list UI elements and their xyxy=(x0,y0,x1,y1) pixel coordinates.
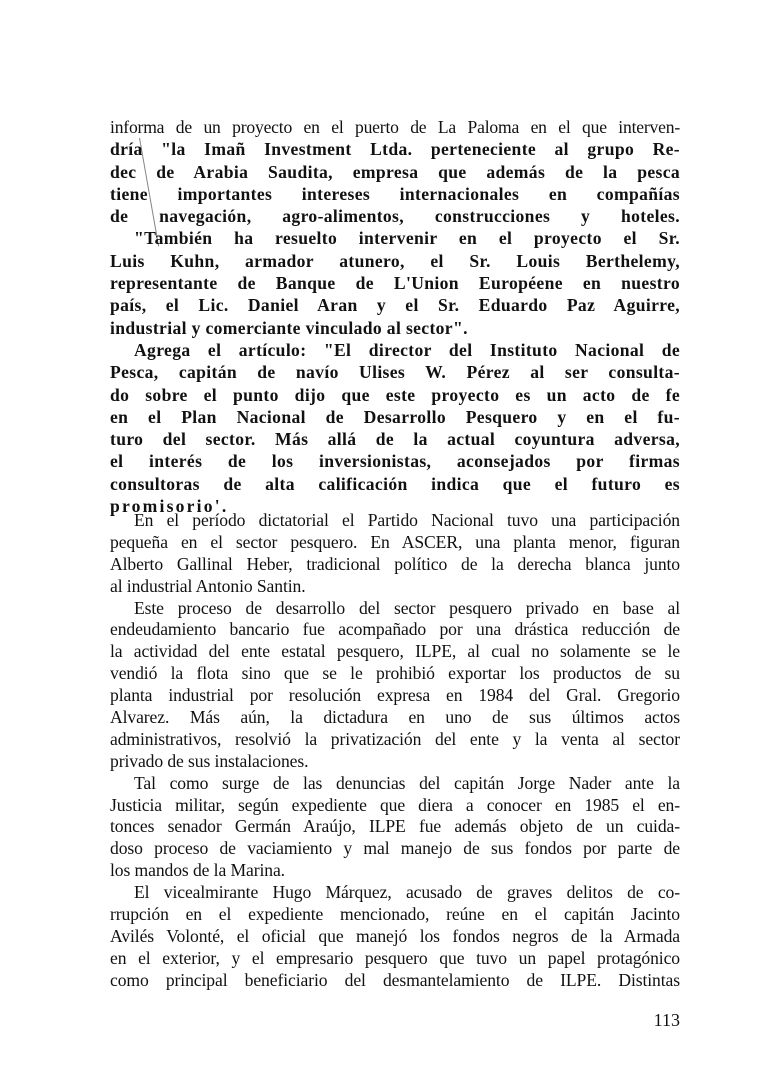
text-line: En el período dictatorial el Partido Nacional tuvo una participación xyxy=(134,510,680,530)
text-line: privado de sus instalaciones. xyxy=(110,750,309,771)
text-line: Justicia militar, según expediente que diera a conocer en 1985 el en- xyxy=(110,794,680,815)
text-line: pequeña en el sector pesquero. En ASCER, una planta menor, figuran xyxy=(110,531,680,552)
text-line: administrativos, resolvió la privatización del ente y la venta al sector xyxy=(110,728,680,749)
text-line: en el exterior, y el empresario pesquero que tuvo un papel protagónico xyxy=(110,947,680,968)
body-text xyxy=(110,510,680,992)
text-line: dría "la Imañ Investment Ltda. perteneciente al grupo Re- xyxy=(110,139,680,160)
text-line: los mandos de la Marina. xyxy=(110,860,285,881)
text-line: la actividad del ente estatal pesquero, ILPE, al cual no solamente se le xyxy=(110,641,680,662)
text-line: Este proceso de desarrollo del sector pesquero privado en base al xyxy=(134,597,680,618)
quoted-article-text xyxy=(110,116,680,517)
text-line: consultoras de alta calificación indica que el futuro es xyxy=(110,473,680,494)
text-line: informa de un proyecto en el puerto de La Paloma en el que interven- xyxy=(110,117,680,137)
text-line: país, el Lic. Daniel Aran y el Sr. Eduardo Paz Aguirre, xyxy=(110,295,680,316)
text-line: vendió la flota sino que se le prohibió exportar los productos de su xyxy=(110,663,680,684)
text-line: al industrial Antonio Santin. xyxy=(110,575,306,596)
text-line: representante de Banque de L'Union Européene en nuestro xyxy=(110,273,680,294)
text-line: tiene importantes intereses internacionales en compañías xyxy=(110,183,680,204)
text-line: promisorio'. xyxy=(110,496,229,517)
text-line: Alberto Gallinal Heber, tradicional político de la derecha blanca junto xyxy=(110,553,680,574)
text-line: Tal como surge de las denuncias del capitán Jorge Nader ante la xyxy=(134,772,680,793)
text-line: Luis Kuhn, armador atunero, el Sr. Louis Berthelemy, xyxy=(110,250,680,271)
text-line: tonces senador Germán Araújo, ILPE fue además objeto de un cuida- xyxy=(110,816,680,837)
text-line: en el Plan Nacional de Desarrollo Pesquero y en el fu- xyxy=(110,406,680,427)
text-line: rrupción en el expediente mencionado, reúne en el capitán Jacinto xyxy=(110,904,680,925)
text-line: Avilés Volonté, el oficial que manejó los fondos negros de la Armada xyxy=(110,925,680,946)
page-number: 113 xyxy=(653,1010,680,1030)
text-line: industrial y comerciante vinculado al sector". xyxy=(110,317,468,338)
text-line: el interés de los inversionistas, aconsejados por firmas xyxy=(110,451,680,472)
text-line: "También ha resuelto intervenir en el proyecto el Sr. xyxy=(134,228,680,249)
text-line: Pesca, capitán de navío Ulises W. Pérez al ser consulta- xyxy=(110,362,680,383)
text-line: doso proceso de vaciamiento y mal manejo de sus fondos por parte de xyxy=(110,838,680,859)
text-line: como principal beneficiario del desmantelamiento de ILPE. Distintas xyxy=(110,969,680,990)
text-line: Alvarez. Más aún, la dictadura en uno de sus últimos actos xyxy=(110,707,680,728)
text-line: Agrega el artículo: "El director del Instituto Nacional de xyxy=(134,339,680,360)
text-line: turo del sector. Más allá de la actual coyuntura adversa, xyxy=(110,429,680,450)
text-line: de navegación, agro-alimentos, construcciones y hoteles. xyxy=(110,206,680,227)
text-line: planta industrial por resolución expresa en 1984 del Gral. Gregorio xyxy=(110,685,680,706)
text-line: do sobre el punto dijo que este proyecto es un acto de fe xyxy=(110,384,680,405)
text-line: endeudamiento bancario fue acompañado por una drástica reducción de xyxy=(110,619,680,640)
text-line: dec de Arabia Saudita, empresa que además de la pesca xyxy=(110,161,680,182)
text-line: El vicealmirante Hugo Márquez, acusado de graves delitos de co- xyxy=(134,882,680,903)
